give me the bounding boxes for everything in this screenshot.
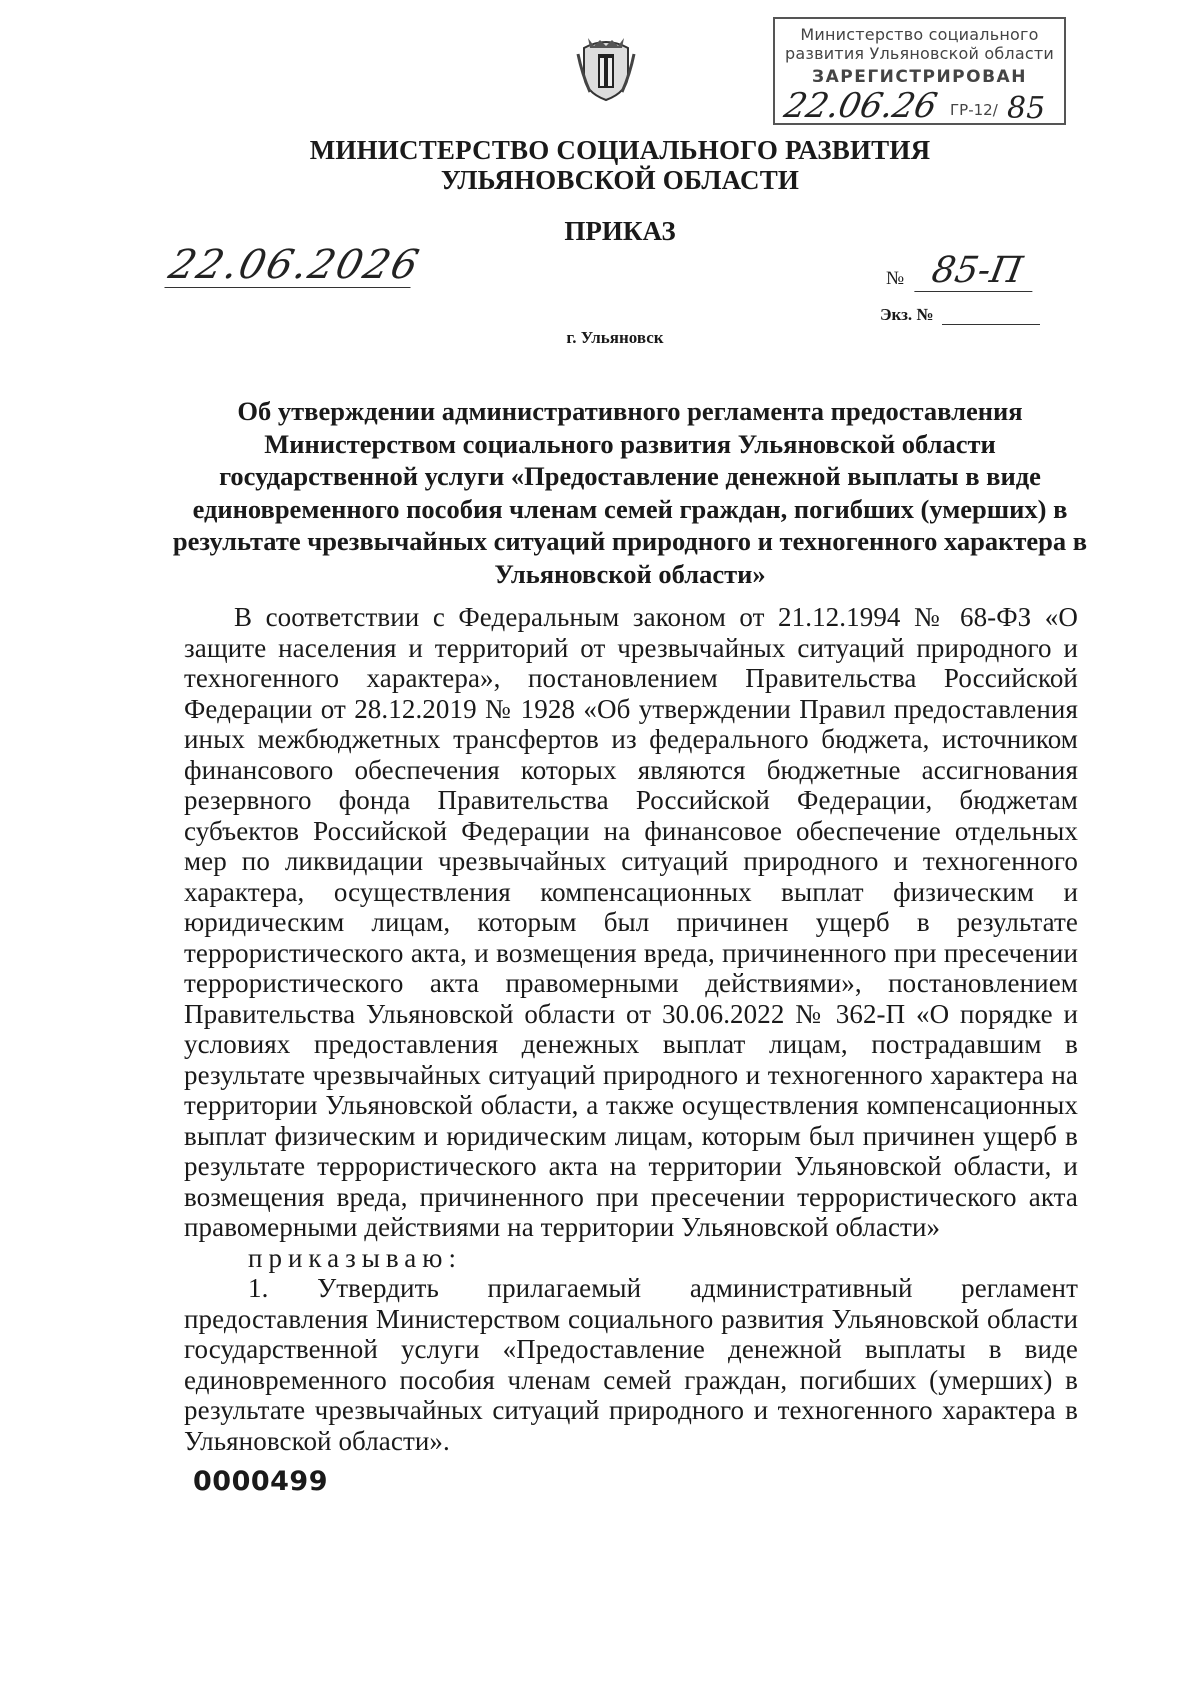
ministry-name-line-1: МИНИСТЕРСТВО СОЦИАЛЬНОГО РАЗВИТИЯ	[309, 135, 931, 165]
order-number: 85-П	[914, 250, 1039, 292]
order-date: 22.06.2026	[164, 242, 425, 288]
stamp-status: ЗАРЕГИСТРИРОВАН	[812, 67, 1027, 87]
copy-number-field	[942, 324, 1040, 325]
copy-number-label: Экз. №	[880, 305, 934, 324]
document-title: Об утверждении административного регламента предоставления Министерством социального развития Ульяновской области государственной услуги «Предоставление денежной выплаты в виде единовременного пособия членам семей граждан, погибших (умерших) в результате чрезвычайных ситуаций природного и техногенного характера в Ульяновской области»	[172, 396, 1088, 589]
registration-stamp	[773, 17, 1066, 125]
document-type: ПРИКАЗ	[564, 216, 676, 246]
stamp-line-2: развития Ульяновской области	[785, 44, 1054, 63]
preamble-paragraph: В соответствии с Федеральным законом от 21.12.1994 № 68-ФЗ «О защите населения и территорий от чрезвычайных ситуаций природного и техногенного характера», постановлением Правительства Российской Федерации от 28.12.2019 № 1928 «Об утверждении Правил предоставления иных межбюджетных трансфертов из федерального бюджета, источником финансового обеспечения которых являются бюджетные ассигнования резервного фонда Правительства Российской Федерации, бюджетам субъектов Российской Федерации на финансовое обеспечение отдельных мер по ликвидации чрезвычайных ситуаций природного и техногенного характера, осуществления компенсационных выплат физическим и юридическим лицам, которым был причинен ущерб в результате террористического акта, и возмещения вреда, причиненного при пресечении террористического акта правомерными действиями», постановлением Правительства Ульяновской области от 30.06.2022 № 362-П «О порядке и условиях предоставления денежных выплат лицам, пострадавшим в результате чрезвычайных ситуаций природного и техногенного характера на территории Ульяновской области, а также осуществления компенсационных выплат физическим и юридическим лицам, которым был причинен ущерб в результате террористического акта на территории Ульяновской области, и возмещения вреда, причиненного при пресечении террористического акта правомерными действиями на территории Ульяновской области»	[184, 602, 1078, 1242]
document-body	[184, 602, 1078, 1456]
stamp-prefix: ГР-12/	[950, 101, 998, 119]
document-serial-number: 0000499	[193, 1466, 329, 1497]
stamp-line-1: Министерство социального	[800, 25, 1039, 44]
stamp-date: 22.06.26	[780, 86, 941, 126]
stamp-number: 85	[1007, 91, 1046, 126]
coat-of-arms-icon	[576, 34, 636, 104]
ministry-name-line-2: УЛЬЯНОВСКОЙ ОБЛАСТИ	[440, 165, 800, 195]
order-number-label: №	[886, 268, 905, 289]
order-item-1: 1. Утвердить прилагаемый административный регламент предоставления Министерством социального развития Ульяновской области государственной услуги «Предоставление денежной выплаты в виде единовременного пособия членам семей граждан, погибших (умерших) в результате чрезвычайных ситуаций природного и техногенного характера в Ульяновской области».	[184, 1273, 1078, 1456]
order-word: приказываю:	[248, 1242, 462, 1273]
city: г. Ульяновск	[566, 328, 664, 347]
